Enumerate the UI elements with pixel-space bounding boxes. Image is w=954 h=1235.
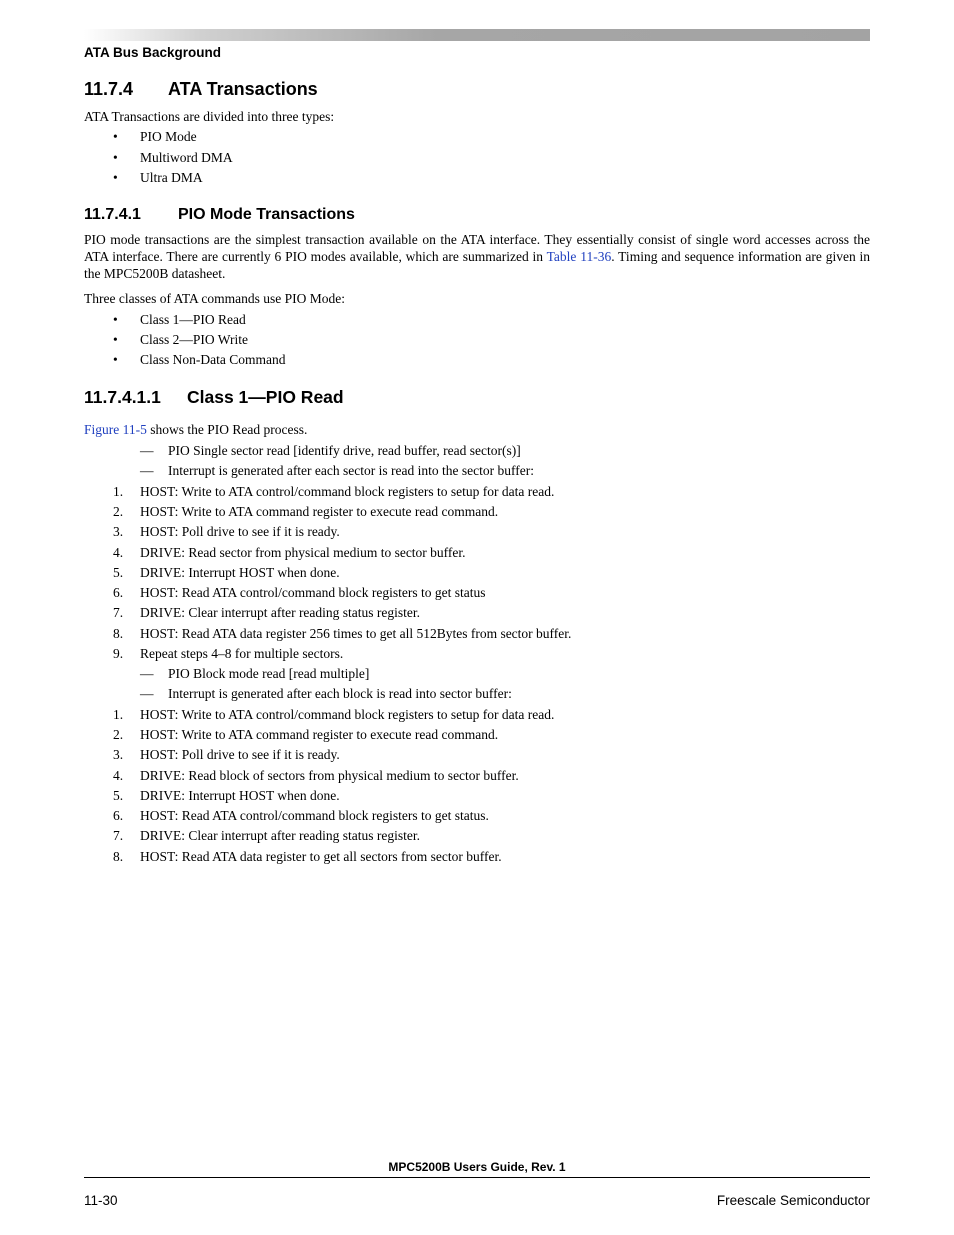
dash-marker: — bbox=[140, 666, 154, 681]
dash-marker: — bbox=[140, 443, 154, 458]
subsection-title: PIO Mode Transactions bbox=[178, 206, 355, 223]
step-number: 5. bbox=[113, 564, 124, 580]
table-link[interactable]: Table 11-36 bbox=[546, 249, 612, 264]
step-text: DRIVE: Interrupt HOST when done. bbox=[140, 787, 340, 803]
subsubsection-title: Class 1—PIO Read bbox=[187, 387, 344, 407]
dash-item-text: Interrupt is generated after each block is read into sector buffer: bbox=[168, 686, 512, 702]
step-text: HOST: Poll drive to see if it is ready. bbox=[140, 747, 340, 763]
step-number: 7. bbox=[113, 605, 124, 621]
section-heading bbox=[84, 78, 318, 100]
subsection-heading bbox=[84, 206, 355, 223]
subsection-number: 11.7.4.1 bbox=[84, 206, 141, 223]
step-text: HOST: Write to ATA command register to execute read command. bbox=[140, 726, 499, 742]
step-number: 4. bbox=[113, 544, 124, 560]
dash-item-text: Interrupt is generated after each sector is read into the sector buffer: bbox=[168, 463, 534, 479]
dash-item-text: PIO Block mode read [read multiple] bbox=[168, 666, 370, 681]
step-text: HOST: Read ATA control/command block registers to get status bbox=[140, 585, 486, 601]
section-number: 11.7.4 bbox=[84, 79, 134, 99]
step-text: HOST: Write to ATA command register to execute read command. bbox=[140, 503, 499, 519]
step-text: DRIVE: Interrupt HOST when done. bbox=[140, 564, 340, 580]
step-number: 9. bbox=[113, 646, 124, 661]
dash-marker: — bbox=[140, 686, 154, 702]
step-number: 6. bbox=[113, 585, 124, 601]
header-bar bbox=[84, 29, 870, 41]
step-number: 3. bbox=[113, 747, 124, 763]
subsubsection-number: 11.7.4.1.1 bbox=[84, 387, 161, 407]
step-text: HOST: Read ATA data register 256 times to get all 512Bytes from sector buffer. bbox=[140, 625, 572, 641]
figure-reference-line: Figure 11-5 shows the PIO Read process. bbox=[84, 422, 308, 437]
footer-rule bbox=[84, 1177, 870, 1178]
step-text: DRIVE: Read block of sectors from physical medium to sector buffer. bbox=[140, 767, 519, 783]
step-text: DRIVE: Clear interrupt after reading status register. bbox=[140, 828, 421, 844]
subsection-paragraph: PIO mode transactions are the simplest transaction available on the ATA interface. They essentially consist of single word accesses across the ATA interface. There are currently 6 PIO modes available, which are summarized in Table 11-36. Timing and sequence information are given in the MPC5200B datasheet. bbox=[84, 232, 871, 281]
running-head: ATA Bus Background bbox=[84, 45, 222, 60]
step-number: 2. bbox=[113, 503, 124, 519]
step-text: Repeat steps 4–8 for multiple sectors. bbox=[140, 646, 344, 661]
step-number: 8. bbox=[113, 848, 124, 864]
page-number: 11-30 bbox=[84, 1193, 118, 1208]
step-number: 1. bbox=[113, 483, 124, 499]
step-text: HOST: Write to ATA control/command block registers to setup for data read. bbox=[140, 483, 555, 499]
step-number: 1. bbox=[113, 706, 124, 722]
section-title: ATA Transactions bbox=[168, 79, 318, 99]
step-number: 4. bbox=[113, 767, 124, 783]
step-number: 3. bbox=[113, 524, 124, 540]
footer-title: MPC5200B Users Guide, Rev. 1 bbox=[388, 1160, 566, 1174]
step-number: 8. bbox=[113, 625, 124, 641]
step-number: 7. bbox=[113, 828, 124, 844]
step-text: HOST: Write to ATA control/command block registers to setup for data read. bbox=[140, 706, 555, 722]
step-text: HOST: Read ATA control/command block registers to get status. bbox=[140, 808, 489, 824]
dash-marker: — bbox=[140, 463, 154, 479]
step-text: DRIVE: Read sector from physical medium to sector buffer. bbox=[140, 544, 466, 560]
section-intro: ATA Transactions are divided into three types: bbox=[84, 109, 335, 124]
step-text: DRIVE: Clear interrupt after reading status register. bbox=[140, 605, 421, 621]
footer-company: Freescale Semiconductor bbox=[716, 1193, 870, 1208]
step-number: 2. bbox=[113, 726, 124, 742]
step-text: HOST: Poll drive to see if it is ready. bbox=[140, 524, 340, 540]
step-number: 6. bbox=[113, 808, 124, 824]
figure-link[interactable]: Figure 11-5 bbox=[84, 422, 147, 437]
classes-intro: Three classes of ATA commands use PIO Mode: bbox=[84, 291, 345, 306]
step-number: 5. bbox=[113, 787, 124, 803]
step-text: HOST: Read ATA data register to get all sectors from sector buffer. bbox=[140, 848, 502, 864]
dash-item-text: PIO Single sector read [identify drive, read buffer, read sector(s)] bbox=[168, 443, 521, 458]
subsubsection-heading bbox=[84, 389, 344, 406]
